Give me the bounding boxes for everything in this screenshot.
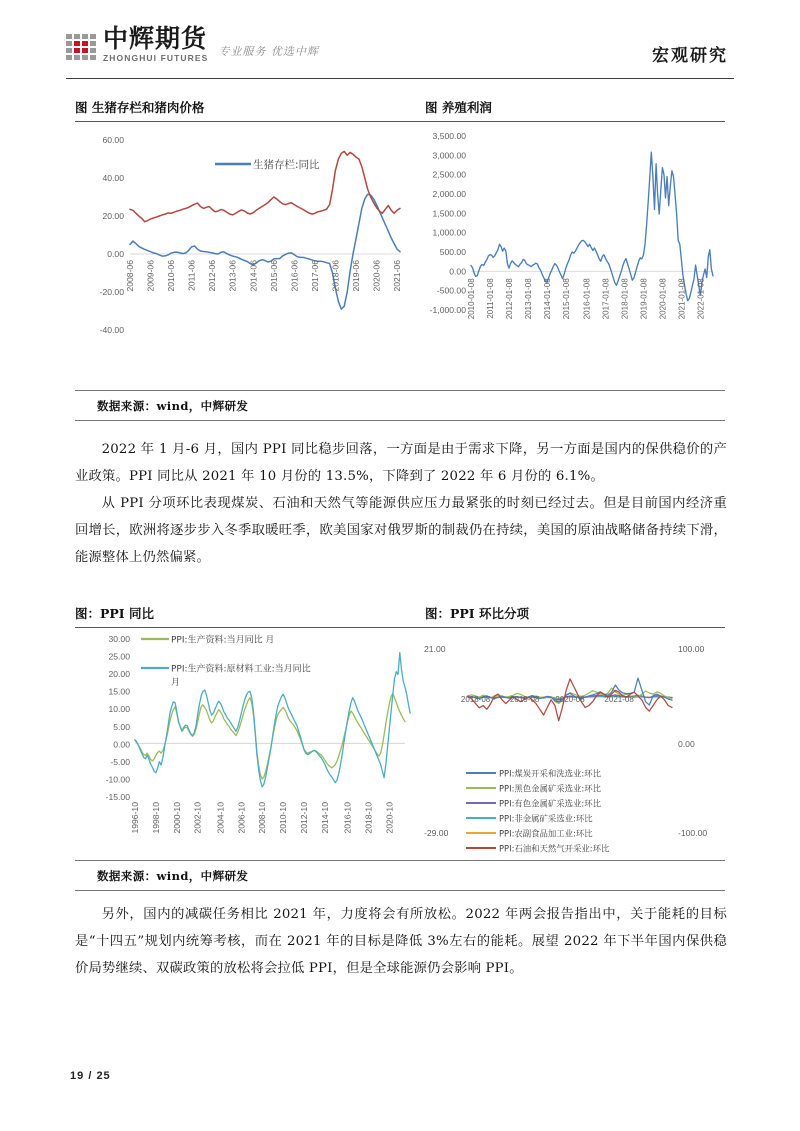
svg-text:100.00: 100.00 <box>678 644 705 654</box>
svg-text:2012-01-08: 2012-01-08 <box>504 278 514 320</box>
svg-text:2010-06: 2010-06 <box>166 260 177 292</box>
logo-dots-icon <box>66 34 96 60</box>
svg-text:20.00: 20.00 <box>102 211 124 221</box>
svg-text:PPI:有色金属矿采选业:环比: PPI:有色金属矿采选业:环比 <box>499 798 601 809</box>
svg-text:2008-06: 2008-06 <box>125 260 135 292</box>
svg-text:-29.00: -29.00 <box>424 828 449 838</box>
svg-text:60.00: 60.00 <box>102 135 124 145</box>
brand-slogan: 专业服务 优选中辉 <box>218 45 319 58</box>
chart-hog-legend <box>215 158 320 171</box>
svg-text:2020-06: 2020-06 <box>371 260 382 292</box>
svg-text:生猪存栏:同比: 生猪存栏:同比 <box>253 159 320 171</box>
figure-group-ppi <box>75 604 725 891</box>
svg-text:0.00: 0.00 <box>107 249 124 259</box>
svg-text:2011-06: 2011-06 <box>186 260 197 291</box>
svg-text:2010-01-08: 2010-01-08 <box>467 278 476 320</box>
svg-text:0.00: 0.00 <box>113 739 130 750</box>
chart-hog-x-axis-labels <box>125 260 402 292</box>
figure-title-breeding-profit: 图 养殖利润 <box>425 100 492 115</box>
figure-group-1-charts <box>75 122 725 390</box>
chart-hog-y-axis-labels <box>100 135 125 335</box>
svg-text:2016-01-08: 2016-01-08 <box>582 278 592 320</box>
svg-text:2019-08: 2019-08 <box>509 694 540 704</box>
chart-ppi-yoy-x-axis-labels <box>130 802 394 834</box>
svg-text:2015-01-08: 2015-01-08 <box>561 278 571 320</box>
svg-text:2,000.00: 2,000.00 <box>432 189 466 199</box>
svg-text:PPI:生产资料:原材料工业:当月同比: PPI:生产资料:原材料工业:当月同比 <box>171 664 311 675</box>
svg-text:0.00: 0.00 <box>449 266 466 277</box>
svg-text:2013-06: 2013-06 <box>227 260 238 292</box>
footer-page-total: 25 <box>96 1070 111 1082</box>
svg-text:25.00: 25.00 <box>108 651 130 662</box>
svg-text:5.00: 5.00 <box>113 721 130 732</box>
svg-text:2012-06: 2012-06 <box>207 260 218 292</box>
svg-text:2004-10: 2004-10 <box>215 802 226 834</box>
figure-title-hog-inventory: 图 生猪存栏和猪肉价格 <box>75 100 205 115</box>
svg-text:PPI:生产资料:当月同比 月: PPI:生产资料:当月同比 月 <box>171 635 275 646</box>
svg-text:2020-08: 2020-08 <box>555 694 585 704</box>
svg-text:月: 月 <box>171 678 181 688</box>
brand-name-en: ZHONGHUI FUTURES <box>103 53 209 63</box>
svg-text:3,000.00: 3,000.00 <box>432 150 466 161</box>
figure-group-2-titles <box>75 604 725 627</box>
svg-text:2021-01-08: 2021-01-08 <box>677 278 687 320</box>
section-title: 宏观研究 <box>652 46 728 66</box>
chart-ppi-yoy-svg <box>75 628 420 860</box>
chart-ppi-yoy <box>75 628 420 860</box>
svg-text:2019-01-08: 2019-01-08 <box>639 278 649 320</box>
svg-text:1996-10: 1996-10 <box>130 802 140 834</box>
figure-group-1-rule-bottom <box>75 420 725 421</box>
svg-text:-20.00: -20.00 <box>99 287 124 297</box>
svg-text:2014-01-08: 2014-01-08 <box>542 278 552 320</box>
chart-ppi-mom-legend <box>466 769 610 854</box>
svg-text:1998-10: 1998-10 <box>150 802 161 834</box>
svg-text:0.00: 0.00 <box>678 739 695 749</box>
svg-text:2021-06: 2021-06 <box>392 260 403 292</box>
svg-text:2002-10: 2002-10 <box>192 802 203 834</box>
header-divider <box>66 78 734 79</box>
svg-text:-100.00: -100.00 <box>678 828 708 838</box>
svg-text:15.00: 15.00 <box>108 686 130 697</box>
svg-text:-5.00: -5.00 <box>110 756 130 767</box>
svg-text:2016-10: 2016-10 <box>342 802 353 834</box>
svg-text:2021-08: 2021-08 <box>604 694 634 704</box>
body-paragraph-bottom <box>75 901 727 982</box>
paragraph-1: 2022 年 1 月-6 月，国内 PPI 同比稳步回落，一方面是由于需求下降，另一方面是国内的保供稳价的产业政策。PPI 同比从 2021 年 10 月份的 13.5%，下降到了 2022 年 6 月份的 6.1%。 <box>75 442 727 484</box>
brand-name-cn: 中辉期货 <box>103 24 208 53</box>
svg-text:3,500.00: 3,500.00 <box>432 131 466 141</box>
chart-ppi-yoy-y-axis-labels <box>106 634 131 802</box>
footer-page-separator: / <box>88 1070 93 1082</box>
svg-text:2010-10: 2010-10 <box>278 802 289 834</box>
svg-text:-10.00: -10.00 <box>105 774 130 785</box>
chart-hog-svg <box>75 122 405 390</box>
svg-text:2018-08: 2018-08 <box>460 694 491 704</box>
figure-group-2-charts <box>75 628 725 860</box>
svg-text:2016-06: 2016-06 <box>289 260 300 292</box>
paragraph-3: 另外，国内的减碳任务相比 2021 年，力度将会有所放松。2022 年两会报告指出中，关于能耗的目标是“十四五”规划内统筹考核，而在 2021 年的目标是降低 3%左右的能耗。展望 2022 年下半年国内保供稳价局势继续、双碳政策的放松将会拉低 PPI，但是全球能源仍会影响 PPI。 <box>75 907 727 976</box>
chart-ppi-yoy-legend <box>141 634 311 689</box>
svg-text:2018-06: 2018-06 <box>330 260 341 292</box>
figure-group-1-titles <box>75 98 725 121</box>
svg-text:2018-01-08: 2018-01-08 <box>620 278 630 320</box>
svg-text:2013-01-08: 2013-01-08 <box>523 278 533 320</box>
svg-text:20.00: 20.00 <box>108 669 130 680</box>
svg-text:2012-10: 2012-10 <box>298 802 309 834</box>
svg-text:2018-10: 2018-10 <box>363 802 374 834</box>
svg-text:PPI:非金属矿采选业:环比: PPI:非金属矿采选业:环比 <box>499 813 593 824</box>
svg-text:2011-01-08: 2011-01-08 <box>485 278 495 319</box>
svg-text:PPI:黑色金属矿采选业:环比: PPI:黑色金属矿采选业:环比 <box>499 783 601 794</box>
svg-text:-40.00: -40.00 <box>99 325 124 335</box>
chart-ppi-mom-axis-labels <box>424 644 707 838</box>
svg-text:PPI:农副食品加工业:环比: PPI:农副食品加工业:环比 <box>499 828 593 839</box>
svg-text:2017-06: 2017-06 <box>309 260 320 292</box>
body-paragraphs-top <box>75 436 727 571</box>
svg-text:10.00: 10.00 <box>108 704 130 715</box>
paragraph-2: 从 PPI 分项环比表现煤炭、石油和天然气等能源供应压力最紧张的时刻已经过去。但是目前国内经济重回增长，欧洲将逐步步入冬季取暖旺季，欧美国家对俄罗斯的制裁仍在持续，美国的原油战略储备持续下滑，能源整体上仍然偏紧。 <box>75 496 727 565</box>
svg-text:40.00: 40.00 <box>102 173 124 183</box>
page-footer <box>70 1070 111 1082</box>
svg-text:500.00: 500.00 <box>439 247 466 257</box>
chart-ppi-mom-svg <box>420 628 725 860</box>
company-logo <box>66 26 319 63</box>
svg-text:-1,000.00: -1,000.00 <box>429 305 466 315</box>
chart-ppi-mom-sub <box>420 628 725 860</box>
svg-text:2019-06: 2019-06 <box>350 260 361 292</box>
svg-text:2,500.00: 2,500.00 <box>432 169 466 180</box>
svg-text:PPI:石油和天然气开采业:环比: PPI:石油和天然气开采业:环比 <box>499 843 610 854</box>
chart-breeding-profit <box>405 122 725 390</box>
svg-text:2017-01-08: 2017-01-08 <box>601 278 611 320</box>
svg-text:30.00: 30.00 <box>108 634 130 644</box>
chart-profit-y-axis-labels <box>430 131 467 315</box>
svg-text:2020-01-08: 2020-01-08 <box>658 278 668 320</box>
svg-text:2014-10: 2014-10 <box>319 802 330 834</box>
svg-text:2006-10: 2006-10 <box>236 802 247 834</box>
svg-text:PPI:煤炭开采和洗选业:环比: PPI:煤炭开采和洗选业:环比 <box>499 768 601 779</box>
svg-text:2014-06: 2014-06 <box>248 260 259 292</box>
svg-text:2008-10: 2008-10 <box>257 802 268 834</box>
svg-text:2000-10: 2000-10 <box>171 802 182 834</box>
svg-text:2015-06: 2015-06 <box>268 260 279 292</box>
footer-page-current: 19 <box>70 1070 85 1082</box>
chart-profit-svg <box>405 122 725 390</box>
figure-group-2-source: 数据来源：wind，中辉研发 <box>97 869 249 883</box>
svg-text:-500.00: -500.00 <box>436 285 466 296</box>
figure-title-ppi-mom: 图：PPI 环比分项 <box>425 606 529 621</box>
svg-text:-15.00: -15.00 <box>105 792 130 802</box>
svg-text:1,000.00: 1,000.00 <box>432 227 466 238</box>
svg-text:1,500.00: 1,500.00 <box>432 208 466 219</box>
svg-text:2009-06: 2009-06 <box>145 260 156 292</box>
svg-text:21.00: 21.00 <box>424 644 446 654</box>
chart-profit-x-axis-labels <box>467 278 705 319</box>
page-header <box>66 26 734 78</box>
figure-group-hog <box>75 98 725 421</box>
chart-hog-inventory-pork-price <box>75 122 405 390</box>
figure-group-1-source: 数据来源：wind，中辉研发 <box>97 399 249 413</box>
svg-text:2022-01-08: 2022-01-08 <box>696 278 706 320</box>
figure-title-ppi-yoy: 图：PPI 同比 <box>75 606 154 621</box>
figure-group-2-rule-bottom <box>75 890 725 891</box>
svg-text:2020-10: 2020-10 <box>384 802 395 834</box>
